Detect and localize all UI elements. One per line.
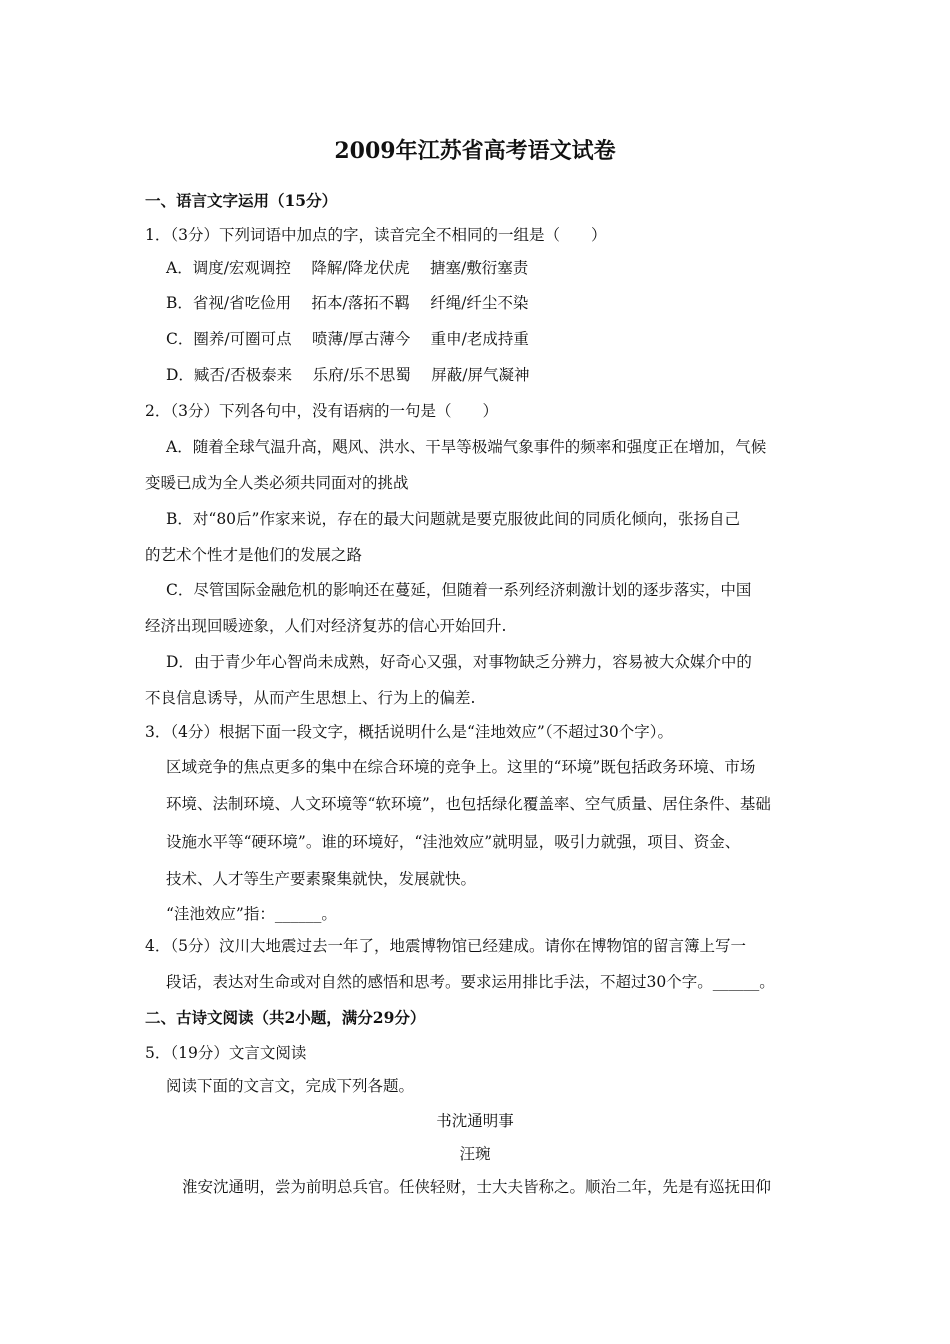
q3-line: 设施水平等“硬环境”。谁的环境好，“洼池效应”就明显，吸引力就强，项目、资金、: [166, 833, 741, 851]
section-heading-2: 二、古诗文阅读（共2小题，满分29分）: [145, 1008, 426, 1027]
q3-answer-blank: “洼池效应”指：______。: [166, 905, 337, 923]
q2-line: 变暖已成为全人类必须共同面对的挑战: [145, 474, 409, 492]
q3-line: 环境、法制环境、人文环境等“软环境”，也包括绿化覆盖率、空气质量、居住条件、基础: [166, 795, 771, 813]
q1-option-b: B．省视/省吃俭用 拓本/落拓不羁 纤绳/纤尘不染: [166, 294, 529, 312]
q2-line: 不良信息诱导，从而产生思想上、行为上的偏差.: [145, 689, 476, 707]
q4-line: 段话，表达对生命或对自然的感悟和思考。要求运用排比手法，不超过30个字。______。: [166, 973, 775, 991]
passage-text: 淮安沈通明，尝为前明总兵官。任侠轻财，士大夫皆称之。顺治二年，先是有巡抚田仰: [182, 1178, 772, 1196]
q5-stem: 5．（19分）文言文阅读: [145, 1044, 307, 1062]
q2-line: D．由于青少年心智尚未成熟，好奇心又强，对事物缺乏分辨力，容易被大众媒介中的: [166, 653, 752, 671]
page-title: 2009年江苏省高考语文试卷: [334, 138, 616, 164]
q3-line: 区域竞争的焦点更多的集中在综合环境的竞争上。这里的“环境”既包括政务环境、市场: [166, 758, 756, 776]
q2-line: 的艺术个性才是他们的发展之路: [145, 546, 363, 564]
q1-option-a: A．调度/宏观调控 降解/降龙伏虎 搪塞/敷衍塞责: [166, 259, 529, 277]
q5-instruction: 阅读下面的文言文，完成下列各题。: [166, 1077, 415, 1095]
q2-line: 经济出现回暖迹象，人们对经济复苏的信心开始回升.: [145, 617, 507, 635]
q2-line: B．对“80后”作家来说，存在的最大问题就是要克服彼此间的同质化倾向，张扬自己: [166, 510, 740, 528]
q2-line: C．尽管国际金融危机的影响还在蔓延，但随着一系列经济刺激计划的逐步落实，中国: [166, 581, 752, 599]
q1-option-d: D．臧否/否极泰来 乐府/乐不思蜀 屏蔽/屏气凝神: [166, 366, 530, 384]
q4-line: 4．（5分）汶川大地震过去一年了，地震博物馆已经建成。请你在博物馆的留言簿上写一: [145, 937, 746, 955]
q3-stem: 3．（4分）根据下面一段文字，概括说明什么是“洼地效应”（不超过30个字）。: [145, 723, 674, 741]
passage-title: 书沈通明事: [436, 1112, 514, 1130]
section-heading-1: 一、语言文字运用（15分）: [145, 191, 338, 210]
q3-line: 技术、人才等生产要素聚集就快，发展就快。: [166, 870, 477, 888]
q2-stem: 2．（3分）下列各句中，没有语病的一句是（ ）: [145, 402, 498, 420]
passage-author: 汪琬: [459, 1145, 491, 1163]
q1-stem: 1．（3分）下列词语中加点的字，读音完全不相同的一组是（ ）: [145, 226, 607, 244]
q1-option-c: C．圈养/可圈可点 喷薄/厚古薄今 重申/老成持重: [166, 330, 529, 348]
q2-line: A．随着全球气温升高，飓风、洪水、干旱等极端气象事件的频率和强度正在增加，气候: [166, 438, 767, 456]
